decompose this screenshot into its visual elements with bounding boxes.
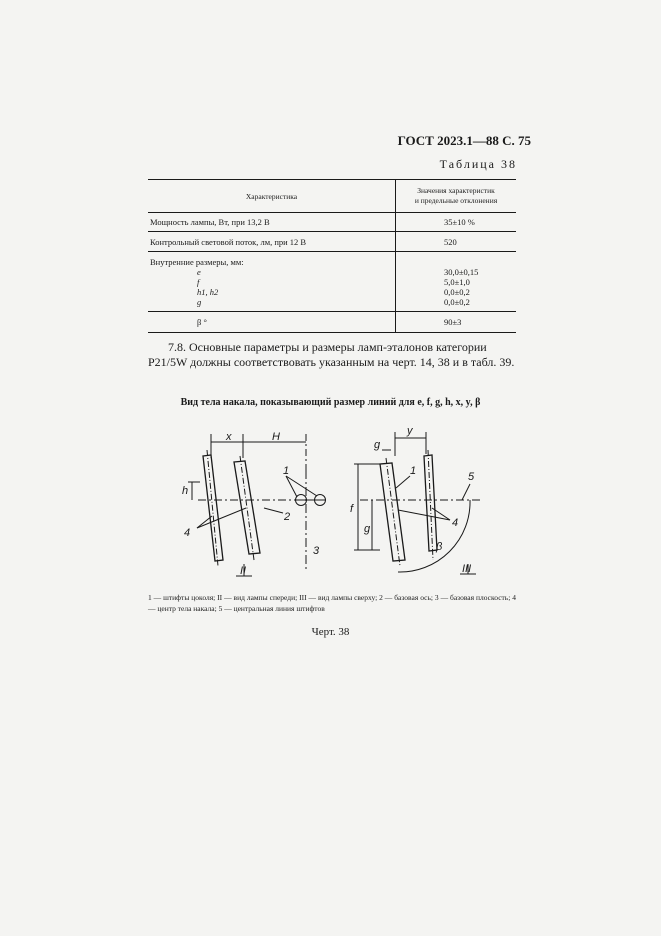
table-row-rule-2: [148, 251, 516, 252]
row-dimensions-label: Внутренние размеры, мм:: [150, 257, 244, 267]
figure-caption: Черт. 38: [311, 626, 350, 638]
paragraph-line-1: 7.8. Основные параметры и размеры ламп-эталонов категории: [168, 340, 487, 354]
label-5: 5: [468, 471, 475, 483]
row-flux-value: 520: [444, 237, 457, 247]
label-g-top: g: [374, 439, 381, 451]
label-beta: β: [436, 541, 443, 553]
dim-h-symbol: h1, h2: [197, 287, 219, 297]
document-reference: ГОСТ 2023.1—88 С. 75: [397, 133, 531, 148]
column-header-values: Значения характеристик: [417, 186, 495, 195]
filament-body-rear: [234, 461, 260, 554]
paragraph-7-8: [148, 340, 516, 370]
dim-f-value: 5,0±1,0: [444, 277, 470, 287]
label-view-III: III: [462, 563, 472, 575]
dim-h-value: 0,0±0,2: [444, 287, 470, 297]
table-header-rule: [148, 212, 516, 213]
column-header-tolerances: и предельные отклонения: [414, 196, 498, 205]
figure-legend: 1 — штифты цоколя; II — вид лампы спереди; III — вид лампы сверху; 2 — базовая ось; 3 — базовая плоскость; 4 — центр тела накала; 5 — центральная линия штифтов: [148, 593, 516, 613]
row-power-label: Мощность лампы, Вт, при 13,2 В: [150, 217, 270, 227]
label-1-right: 1: [410, 465, 417, 477]
row-beta-value: 90±3: [444, 317, 462, 327]
label-4-left: 4: [184, 527, 191, 539]
dim-e-value: 30,0±0,15: [444, 267, 479, 277]
filament-body-top-right: [424, 455, 437, 551]
label-4-right: 4: [452, 517, 459, 529]
column-header-characteristic: Характеристика: [245, 192, 298, 201]
label-f: f: [350, 503, 354, 515]
label-2: 2: [284, 511, 291, 523]
dim-g-value: 0,0±0,2: [444, 297, 470, 307]
paragraph-line-2: P21/5W должны соответствовать указанным на черт. 14, 38 и в табл. 39.: [148, 355, 515, 369]
label-y: y: [407, 425, 413, 437]
label-3: 3: [313, 545, 320, 557]
label-h: h: [182, 485, 189, 497]
beta-angle-arc: [398, 500, 470, 572]
figure-title: Вид тела накала, показывающий размер линий для e, f, g, h, x, y, β: [180, 397, 481, 408]
label-view-II: II: [240, 565, 247, 577]
table-row-rule-3: [148, 311, 516, 312]
label-1-left: 1: [283, 465, 290, 477]
table-top-rule: [148, 179, 516, 180]
filament-drawing: [0, 420, 661, 590]
filament-body-top-left: [380, 463, 405, 561]
dim-g-symbol: g: [197, 297, 202, 307]
label-x: x: [226, 431, 232, 443]
table-row-rule-1: [148, 231, 516, 232]
label-H: H: [272, 431, 280, 443]
table-number: Таблица 38: [439, 157, 517, 171]
row-power-value: 35±10 %: [444, 217, 475, 227]
table-bottom-rule: [148, 332, 516, 333]
label-g-side: g: [364, 523, 371, 535]
dim-f-symbol: f: [197, 277, 200, 287]
dim-e-symbol: e: [197, 267, 201, 277]
row-flux-label: Контрольный световой поток, лм, при 12 В: [150, 237, 307, 247]
row-beta-label: β °: [197, 317, 207, 327]
